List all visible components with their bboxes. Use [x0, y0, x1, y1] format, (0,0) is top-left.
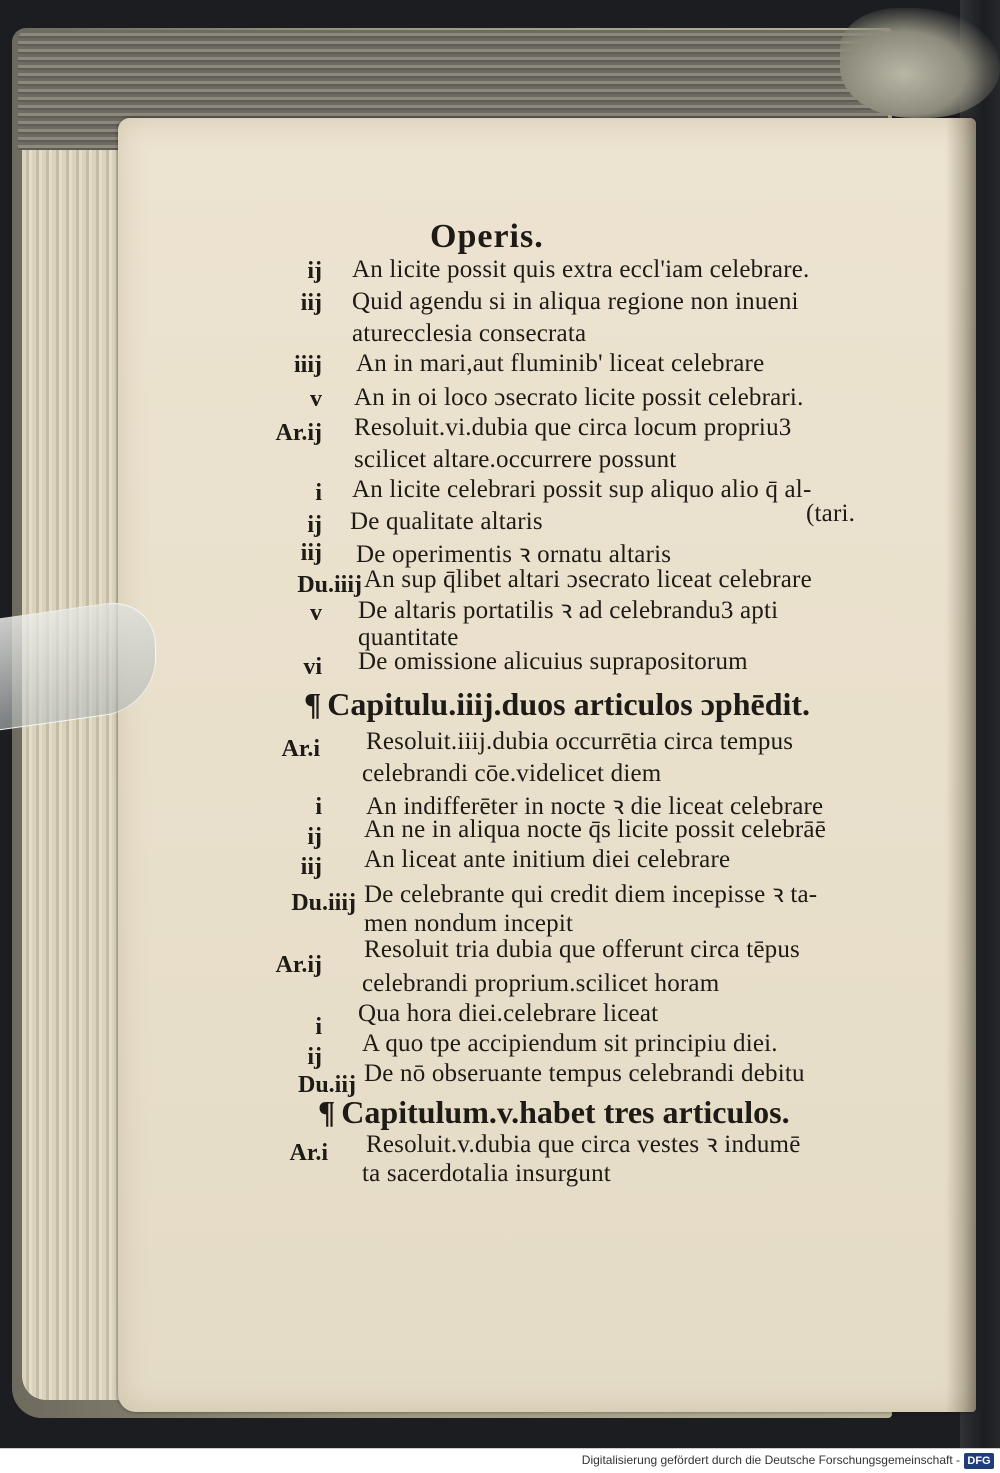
- entry-text: De altaris portatilis ꝛ ad celebrandu3 apti: [358, 597, 779, 624]
- entry-text: men nondum incepit: [364, 910, 574, 937]
- entry-marker: Ar.ij: [275, 420, 322, 446]
- entry-marker: i: [315, 794, 322, 820]
- entry-text: De omissione alicuius suprapositorum: [358, 648, 748, 675]
- entry-marker: Ar.i: [281, 736, 320, 762]
- entry-text: An in oi loco ɔsecrato licite possit celebrari.: [354, 384, 804, 411]
- entry-text: De celebrante qui credit diem incepisse ꝛ ta-: [364, 881, 818, 908]
- entry-marker: Ar.ij: [275, 952, 322, 978]
- pilcrow-mark: ¶: [318, 1094, 336, 1130]
- entry-marker: i: [315, 1014, 322, 1040]
- chapter-title: Capitulum.v.habet tres articulos.: [341, 1094, 790, 1130]
- entry-text: De nō obseruante tempus celebrandi debitu: [364, 1060, 805, 1087]
- entry-text: quantitate: [358, 624, 459, 651]
- entry-text: An in mari,aut fluminib' liceat celebrare: [356, 350, 765, 377]
- entry-marker: Du.iiij: [291, 890, 356, 916]
- entry-marker: vi: [303, 654, 322, 680]
- entry-text: Resoluit.iiij.dubia occurrētia circa tempus: [366, 728, 794, 755]
- entry-marker: ij: [307, 512, 322, 538]
- entry-text: An licite possit quis extra eccl'iam celebrare.: [352, 256, 810, 283]
- entry-text: Quid agendu si in aliqua regione non inueni: [352, 288, 799, 315]
- entry-marker: iij: [300, 540, 322, 566]
- entry-marker: Du.iij: [297, 1072, 356, 1098]
- entry-marker: v: [310, 600, 322, 626]
- entry-text: aturecclesia consecrata: [352, 320, 587, 347]
- entry-text: De operimentis ꝛ ornatu altaris: [356, 541, 672, 568]
- pilcrow-mark: ¶: [304, 686, 322, 722]
- entry-text: An liceat ante initium diei celebrare: [364, 846, 731, 873]
- entry-text: celebrandi cōe.videlicet diem: [362, 760, 662, 787]
- entry-text: Resoluit tria dubia que offerunt circa tēpus: [364, 936, 800, 963]
- dfg-logo: DFG: [964, 1453, 994, 1469]
- entry-text: scilicet altare.occurrere possunt: [354, 446, 677, 473]
- entry-marker: iiij: [294, 352, 322, 378]
- entry-text: An indifferēter in nocte ꝛ die liceat celebrare: [366, 793, 824, 820]
- running-head: Operis.: [430, 218, 544, 255]
- entry-text: A quo tpe accipiendum sit principiu diei.: [362, 1030, 778, 1057]
- footer-credit: Digitalisierung gefördert durch die Deutsche Forschungsgemeinschaft -: [581, 1453, 960, 1467]
- entry-text: Resoluit.vi.dubia que circa locum propriu3: [354, 414, 792, 441]
- entry-text-continuation: (tari.: [806, 500, 856, 527]
- entry-marker: iij: [300, 290, 322, 316]
- entry-text: Resoluit.v.dubia que circa vestes ꝛ indumē: [366, 1131, 801, 1158]
- entry-marker: iij: [300, 854, 322, 880]
- entry-text: An sup q̄libet altari ɔsecrato liceat celebrare: [364, 566, 812, 593]
- entry-marker: i: [315, 480, 322, 506]
- chapter-title: Capitulu.iiij.duos articulos ɔphēdit.: [327, 686, 811, 722]
- entry-marker: ij: [307, 824, 322, 850]
- entry-marker: ij: [307, 258, 322, 284]
- entry-text: An licite celebrari possit sup aliquo alio q̄ al-: [352, 476, 812, 503]
- entry-marker: ij: [307, 1044, 322, 1070]
- entry-text: De qualitate altaris: [350, 508, 543, 535]
- chapter-heading: [304, 686, 810, 723]
- entry-marker: Ar.i: [289, 1140, 328, 1166]
- entry-marker: Du.iiij: [297, 572, 362, 598]
- entry-text: ta sacerdotalia insurgunt: [362, 1160, 611, 1187]
- entry-text: Qua hora diei.celebrare liceat: [358, 1000, 659, 1027]
- footer-bar: [0, 1448, 1000, 1473]
- entry-text: An ne in aliqua nocte q̄s licite possit celebrāē: [364, 816, 827, 843]
- entry-text: celebrandi proprium.scilicet horam: [362, 970, 720, 997]
- entry-marker: v: [310, 386, 322, 412]
